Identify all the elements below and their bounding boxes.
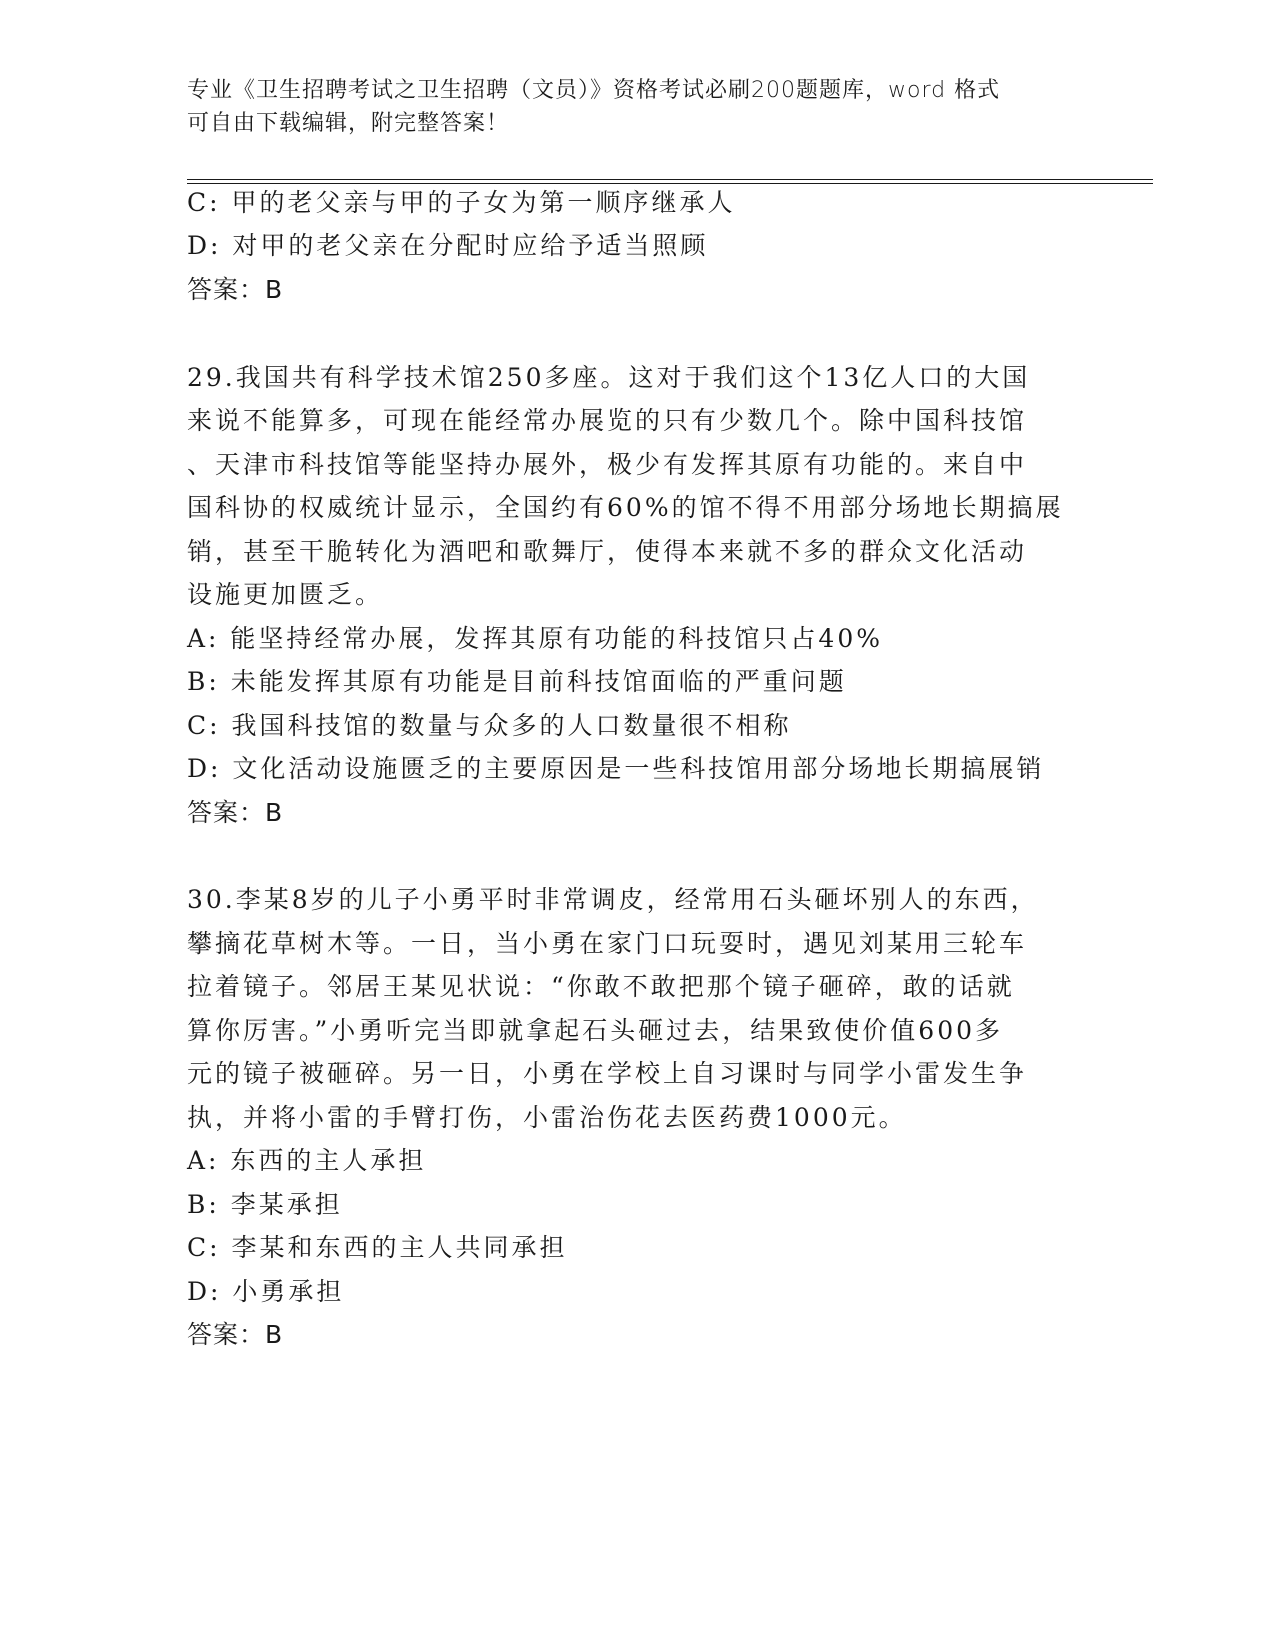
q29-stem-line-5: 销，甚至干脆转化为酒吧和歌舞厅，使得本来就不多的群众文化活动 xyxy=(187,537,1028,566)
q30-stem-line-5: 元的镜子被砸碎。另一日，小勇在学校上自习课时与同学小雷发生争 xyxy=(187,1059,1028,1088)
q29-stem-line-1: 29.我国共有科学技术馆250多座。这对于我们这个13亿人口的大国 xyxy=(187,363,1031,392)
q29-stem-line-6: 设施更加匮乏。 xyxy=(187,580,384,609)
q29-stem-line-3: 、天津市科技馆等能坚持办展外，极少有发挥其原有功能的。来自中 xyxy=(187,450,1028,479)
q29-answer: 答案：B xyxy=(187,798,284,827)
q29-option-a: A: 能坚持经常办展，发挥其原有功能的科技馆只占40% xyxy=(187,624,883,653)
q30-stem-line-1: 30.李某8岁的儿子小勇平时非常调皮，经常用石头砸坏别人的东西， xyxy=(187,885,1039,914)
q30-option-a: A: 东西的主人承担 xyxy=(187,1146,427,1175)
q30-stem-line-4: 算你厉害。”小勇听完当即就拿起石头砸过去，结果致使价值600多 xyxy=(187,1016,1004,1045)
document-header xyxy=(187,74,1087,140)
q29-stem-line-4: 国科协的权威统计显示，全国约有60%的馆不得不用部分场地长期搞展 xyxy=(187,493,1064,522)
header-divider-bottom xyxy=(187,183,1153,184)
q28-option-d: D: 对甲的老父亲在分配时应给予适当照顾 xyxy=(187,231,709,260)
q30-stem-line-6: 执，并将小雷的手臂打伤，小雷治伤花去医药费1000元。 xyxy=(187,1103,907,1132)
q30-stem-line-2: 攀摘花草树木等。一日，当小勇在家门口玩耍时，遇见刘某用三轮车 xyxy=(187,929,1028,958)
q28-answer: 答案：B xyxy=(187,275,284,304)
header-divider-top xyxy=(187,179,1153,180)
q30-stem-line-3: 拉着镜子。邻居王某见状说：“你敢不敢把那个镜子砸碎，敢的话就 xyxy=(187,972,1015,1001)
q30-option-c: C: 李某和东西的主人共同承担 xyxy=(187,1233,568,1262)
q30-answer: 答案：B xyxy=(187,1320,284,1349)
q29-option-b: B: 未能发挥其原有功能是目前科技馆面临的严重问题 xyxy=(187,667,847,696)
q30-option-b: B: 李某承担 xyxy=(187,1190,343,1219)
header-title-line-1: 专业《卫生招聘考试之卫生招聘（文员）》资格考试必刷200题题库，word 格式 xyxy=(187,78,1001,103)
q29-option-d: D: 文化活动设施匮乏的主要原因是一些科技馆用部分场地长期搞展销 xyxy=(187,754,1045,783)
q28-option-c: C: 甲的老父亲与甲的子女为第一顺序继承人 xyxy=(187,188,736,217)
header-title-line-2: 可自由下载编辑，附完整答案！ xyxy=(187,111,510,136)
q29-stem-line-2: 来说不能算多，可现在能经常办展览的只有少数几个。除中国科技馆 xyxy=(187,406,1028,435)
q29-option-c: C: 我国科技馆的数量与众多的人口数量很不相称 xyxy=(187,711,792,740)
q30-option-d: D: 小勇承担 xyxy=(187,1277,345,1306)
